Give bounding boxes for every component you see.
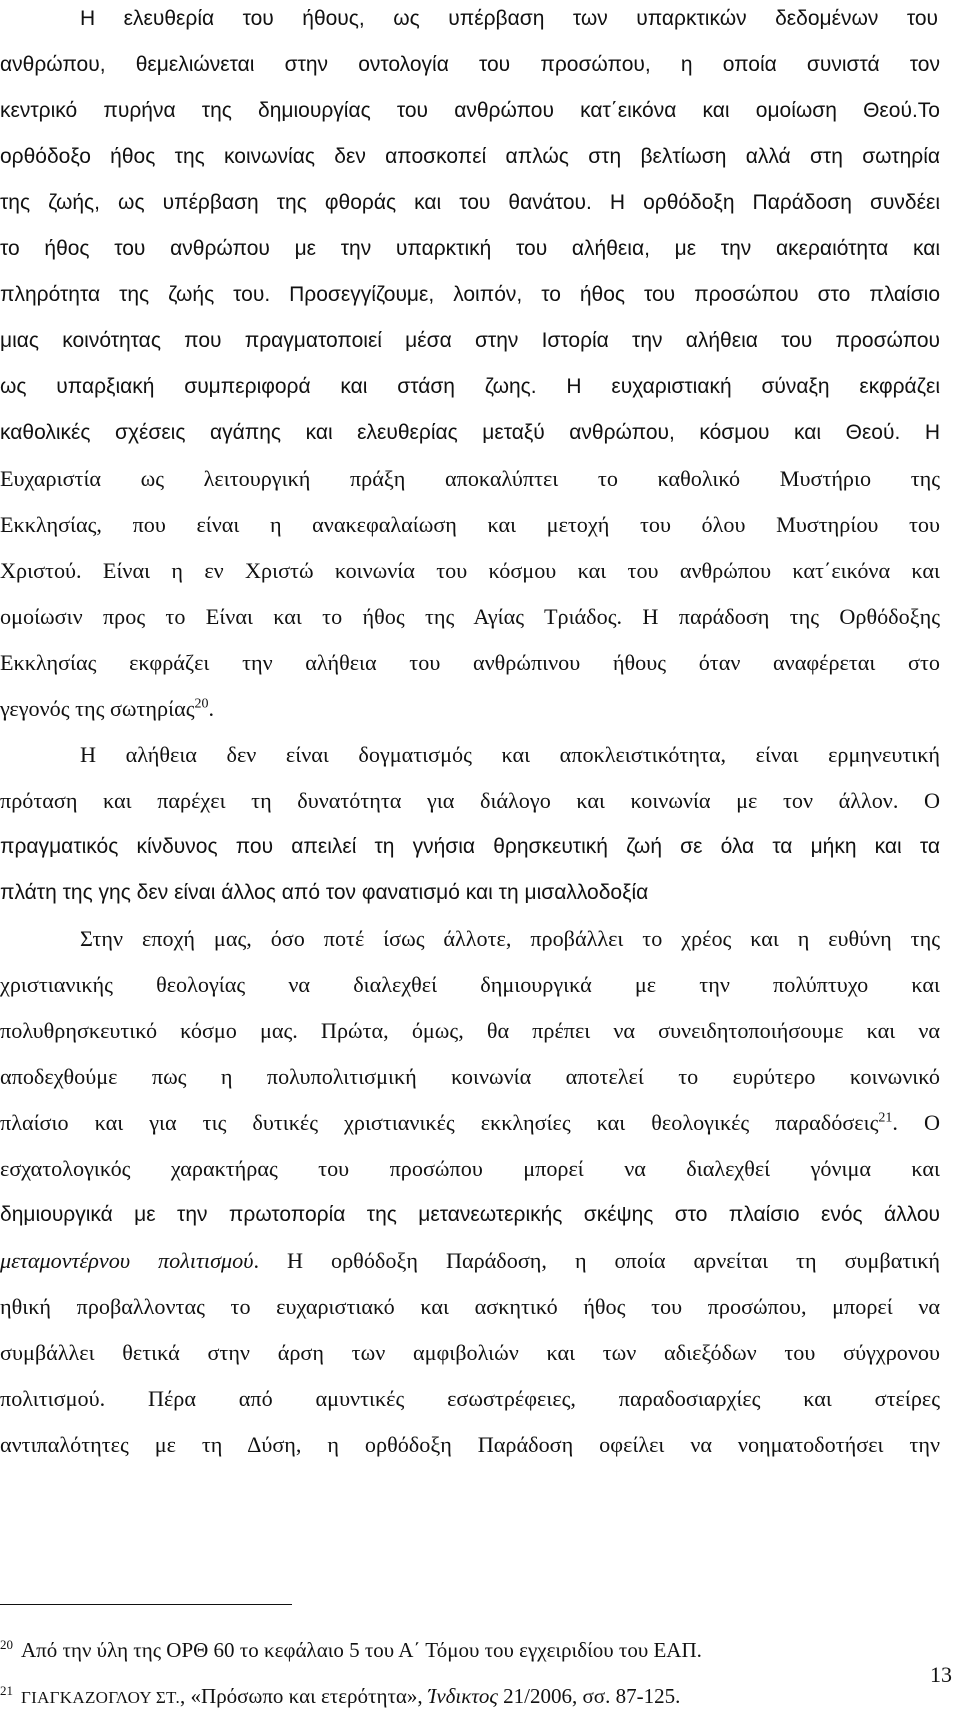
body-line: Εκκλησίας εκφράζει την αλήθεια του ανθρώπινου ήθους όταν αναφέρεται στο — [0, 650, 940, 675]
body-line: αποδεχθούμε πως η πολυπολιτισμική κοινωνία αποτελεί το ευρύτερο κοινωνικό — [0, 1064, 940, 1089]
body-line: πλαίσιο και για τις δυτικές χριστιανικές εκκλησίες και θεολογικές παραδόσεις$^{21}$. Ο — [0, 1110, 940, 1135]
footnote-ref[interactable]: 21 — [878, 1110, 893, 1126]
footnote-20: $^{20}$ Από την ύλη της ΟΡΘ 60 το κεφάλαιο 5 του Α΄ Τόμου του εγχειριδίου του ΕΑΠ. — [0, 1637, 702, 1662]
footnote-21: $^{21}$ ΓΙΑΓΚΑΖΟΓΛΟΥ ΣΤ., «Πρόσωπο και ετερότητα», Ίνδικτος 21/2006, σσ. 87-125. — [0, 1683, 681, 1708]
body-line: Ευχαριστία ως λειτουργική πράξη αποκαλύπτει το καθολικό Μυστήριο της — [0, 466, 940, 491]
body-line: μιας κοινότητας που πραγματοποιεί μέσα στην Ιστορία την αλήθεια του προσώπου — [0, 329, 940, 352]
body-line: το ήθος του ανθρώπου με την υπαρκτική του αλήθεια, με την ακεραιότητα και — [0, 237, 940, 260]
footnote-separator — [0, 1604, 292, 1605]
body-line: χριστιανικής θεολογίας να διαλεχθεί δημιουργικά με την πολύπτυχο και — [0, 972, 940, 997]
body-line: ως υπαρξιακή συμπεριφορά και στάση ζωης. Η ευχαριστιακή σύναξη εκφράζει — [0, 375, 940, 398]
body-line: συμβάλλει θετικά στην άρση των αμφιβολιών και των αδιεξόδων του σύγχρονου — [0, 1340, 940, 1365]
body-line: εσχατολογικός χαρακτήρας του προσώπου μπορεί να διαλεχθεί γόνιμα και — [0, 1156, 940, 1181]
body-line: ομοίωσιν προς το Είναι και το ήθος της Αγίας Τριάδος. Η παράδοση της Ορθόδοξης — [0, 604, 940, 629]
body-line: πολιτισμού. Πέρα από αμυντικές εσωστρέφειες, παραδοσιαρχίες και στείρες — [0, 1386, 940, 1411]
body-line: καθολικές σχέσεις αγάπης και ελευθερίας μεταξύ ανθρώπου, κόσμου και Θεού. Η — [0, 421, 940, 444]
body-line: δημιουργικά με την πρωτοπορία της μετανεωτερικής σκέψης στο πλαίσιο ενός άλλου — [0, 1203, 940, 1226]
body-line: Εκκλησίας, που είναι η ανακεφαλαίωση και μετοχή του όλου Μυστηρίου του — [0, 512, 940, 537]
body-line: πραγματικός κίνδυνος που απειλεί τη γνήσια θρησκευτική ζωή σε όλα τα μήκη και τα — [0, 835, 940, 858]
body-line: ανθρώπου, θεμελιώνεται στην οντολογία του προσώπου, η οποία συνιστά τον — [0, 53, 940, 76]
page-number: 13 — [930, 1662, 952, 1687]
body-line: Στην εποχή μας, όσο ποτέ ίσως άλλοτε, προβάλλει το χρέος και η ευθύνη της — [80, 926, 940, 951]
body-line: ορθόδοξο ήθος της κοινωνίας δεν αποσκοπεί απλώς στη βελτίωση αλλά στη σωτηρία — [0, 145, 940, 168]
body-line: μεταμοντέρνου πολιτισμού. Η ορθόδοξη Παράδοση, η οποία αρνείται τη συμβατική — [0, 1248, 940, 1273]
body-line: Χριστού. Είναι η εν Χριστώ κοινωνία του κόσμου και του ανθρώπου κατ΄εικόνα και — [0, 558, 940, 583]
body-line: της ζωής, ως υπέρβαση της φθοράς και του θανάτου. Η ορθόδοξη Παράδοση συνδέει — [0, 191, 940, 214]
footnote-ref[interactable]: 20 — [194, 696, 209, 712]
body-line: κεντρικό πυρήνα της δημιουργίας του ανθρώπου κατ΄εικόνα και ομοίωση Θεού.Το — [0, 99, 940, 122]
body-line: πολυθρησκευτικό κόσμο μας. Πρώτα, όμως, θα πρέπει να συνειδητοποιήσουμε και να — [0, 1018, 940, 1043]
body-line: πληρότητα της ζωής του. Προσεγγίζουμε, λοιπόν, το ήθος του προσώπου στο πλαίσιο — [0, 283, 940, 306]
body-line: πλάτη της γης δεν είναι άλλος από τον φανατισμό και τη μισαλλοδοξία — [0, 881, 649, 904]
body-line: πρόταση και παρέχει τη δυνατότητα για διάλογο και κοινωνία με τον άλλον. Ο — [0, 788, 940, 813]
body-line: Η ελευθερία του ήθους, ως υπέρβαση των υπαρκτικών δεδομένων του — [80, 7, 938, 30]
body-line: Η αλήθεια δεν είναι δογματισμός και αποκλειστικότητα, είναι ερμηνευτική — [80, 742, 940, 767]
body-line: γεγονός της σωτηρίας$^{20}$. — [0, 696, 215, 721]
body-line: αντιπαλότητες με τη Δύση, η ορθόδοξη Παράδοση οφείλει να νοηματοδοτήσει την — [0, 1432, 940, 1457]
body-line: ηθική προβαλλοντας το ευχαριστιακό και ασκητικό ήθος του προσώπου, μπορεί να — [0, 1294, 940, 1319]
